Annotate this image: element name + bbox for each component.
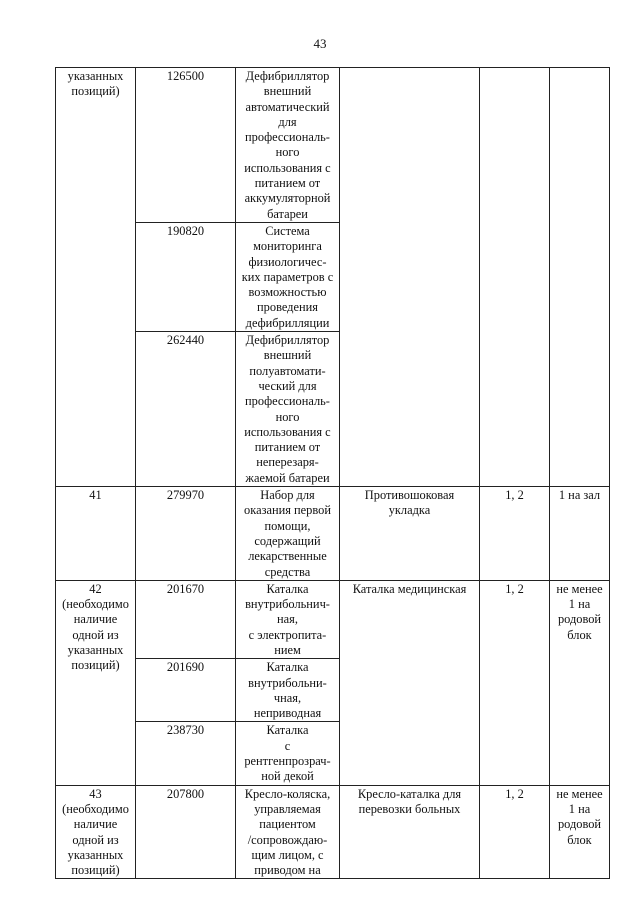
position-number-cell: указанных позиций) <box>56 68 136 487</box>
table-row <box>56 68 610 223</box>
device-name-cell: Система мониторинга физиологичес- ких параметров с возможностью проведения дефибрилляции <box>236 222 340 331</box>
code-cell: 190820 <box>136 222 236 331</box>
code-cell: 262440 <box>136 332 236 487</box>
position-number-cell: 41 <box>56 487 136 581</box>
device-name-cell: Кресло-коляска, управляемая пациентом /сопровождаю- щим лицом, с приводом на <box>236 785 340 879</box>
quantity-cell: не менее 1 на родовой блок <box>550 785 610 879</box>
position-number-cell: 42 (необходимо наличие одной из указанных позиций) <box>56 580 136 785</box>
page-number: 43 <box>313 36 327 51</box>
device-name-cell: Каталка внутрибольни- чная, неприводная <box>236 659 340 722</box>
device-name-cell: Каталка с рентгенпрозрач- ной декой <box>236 722 340 785</box>
code-cell: 207800 <box>136 785 236 879</box>
equipment-table <box>55 67 610 879</box>
table-row <box>56 785 610 879</box>
device-name-cell: Набор для оказания первой помощи, содержащий лекарственные средства <box>236 487 340 581</box>
reference-cell: 1, 2 <box>480 487 550 581</box>
device-type-cell <box>340 68 480 487</box>
table-row <box>56 580 610 658</box>
reference-cell: 1, 2 <box>480 580 550 785</box>
device-name-cell: Дефибриллятор внешний автоматический для профессиональ- ного использования с питанием от аккумуляторной батареи <box>236 68 340 223</box>
device-name-cell: Дефибриллятор внешний полуавтомати- ческий для профессиональ- ного использования с питанием от неперезаря- жаемой батареи <box>236 332 340 487</box>
device-type-cell: Противошоковая укладка <box>340 487 480 581</box>
code-cell: 201690 <box>136 659 236 722</box>
reference-cell <box>480 68 550 487</box>
device-name-cell: Каталка внутрибольнич- ная, с электропита- нием <box>236 580 340 658</box>
code-cell: 126500 <box>136 68 236 223</box>
quantity-cell <box>550 68 610 487</box>
quantity-cell: 1 на зал <box>550 487 610 581</box>
code-cell: 201670 <box>136 580 236 658</box>
reference-cell: 1, 2 <box>480 785 550 879</box>
device-type-cell: Каталка медицинская <box>340 580 480 785</box>
table-row <box>56 487 610 581</box>
device-type-cell: Кресло-каталка для перевозки больных <box>340 785 480 879</box>
quantity-cell: не менее 1 на родовой блок <box>550 580 610 785</box>
code-cell: 238730 <box>136 722 236 785</box>
code-cell: 279970 <box>136 487 236 581</box>
position-number-cell: 43 (необходимо наличие одной из указанных позиций) <box>56 785 136 879</box>
